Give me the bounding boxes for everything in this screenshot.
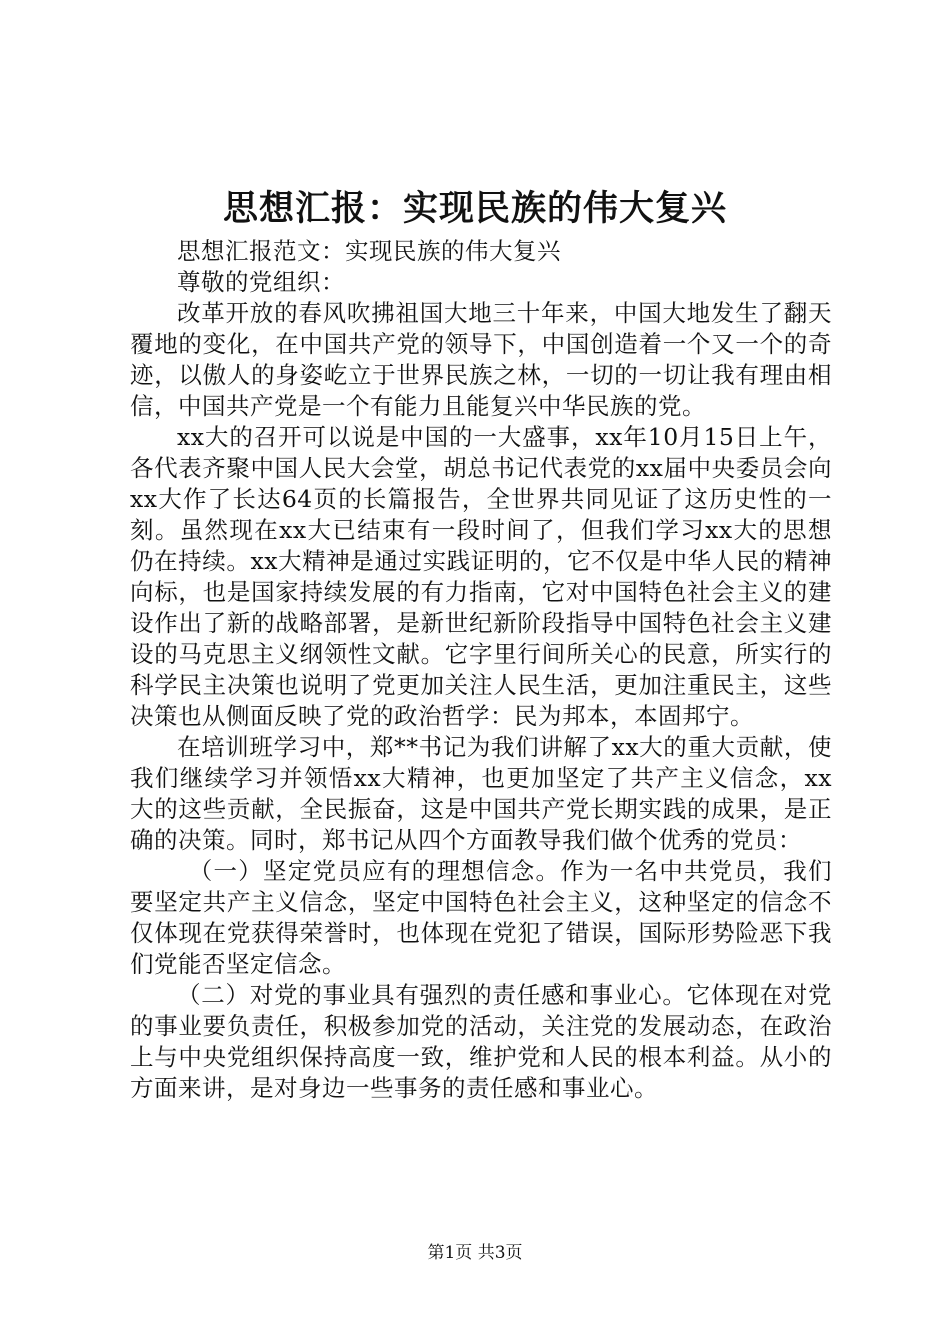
- document-body: [130, 236, 832, 1104]
- paragraph-intro: 改革开放的春风吹拂祖国大地三十年来，中国大地发生了翻天覆地的变化，在中国共产党的领导下，中国创造着一个又一个的奇迹，以傲人的身姿屹立于世界民族之林，一切的一切让我有理由相信，中国共产党是一个有能力且能复兴中华民族的党。: [130, 299, 832, 420]
- paragraph-point-one: （一）坚定党员应有的理想信念。作为一名中共党员，我们要坚定共产主义信念，坚定中国特色社会主义，这种坚定的信念不仅体现在党获得荣誉时，也体现在党犯了错误，国际形势险恶下我们党能否坚定信念。: [130, 857, 832, 978]
- paragraph-subtitle: 思想汇报范文：实现民族的伟大复兴: [177, 237, 561, 265]
- paragraph-point-two: （二）对党的事业具有强烈的责任感和事业心。它体现在对党的事业要负责任，积极参加党的活动，关注党的发展动态，在政治上与中央党组织保持高度一致，维护党和人民的根本利益。从小的方面来讲，是对身边一些事务的责任感和事业心。: [130, 981, 832, 1102]
- paragraph-training: 在培训班学习中，郑**书记为我们讲解了xx大的重大贡献，使我们继续学习并领悟xx大精神，也更加坚定了共产主义信念，xx大的这些贡献，全民振奋，这是中国共产党长期实践的成果，是正确的决策。同时，郑书记从四个方面教导我们做个优秀的党员：: [130, 733, 832, 854]
- paragraph-salutation: 尊敬的党组织：: [177, 268, 345, 296]
- page-footer: 第1页 共3页: [427, 1243, 523, 1263]
- document-title: 思想汇报：实现民族的伟大复兴: [222, 188, 727, 229]
- paragraph-congress: xx大的召开可以说是中国的一大盛事，xx年10月15日上午，各代表齐聚中国人民大会堂，胡总书记代表党的xx届中央委员会向xx大作了长达64页的长篇报告，全世界共同见证了这历史性的一刻。虽然现在xx大已结束有一段时间了，但我们学习xx大的思想仍在持续。xx大精神是通过实践证明的，它不仅是中华人民的精神向标，也是国家持续发展的有力指南，它对中国特色社会主义的建设作出了新的战略部署，是新世纪新阶段指导中国特色社会主义建设的马克思主义纲领性文献。它字里行间所关心的民意，所实行的科学民主决策也说明了党更加关注人民生活，更加注重民主，这些决策也从侧面反映了党的政治哲学：民为邦本，本固邦宁。: [130, 423, 832, 730]
